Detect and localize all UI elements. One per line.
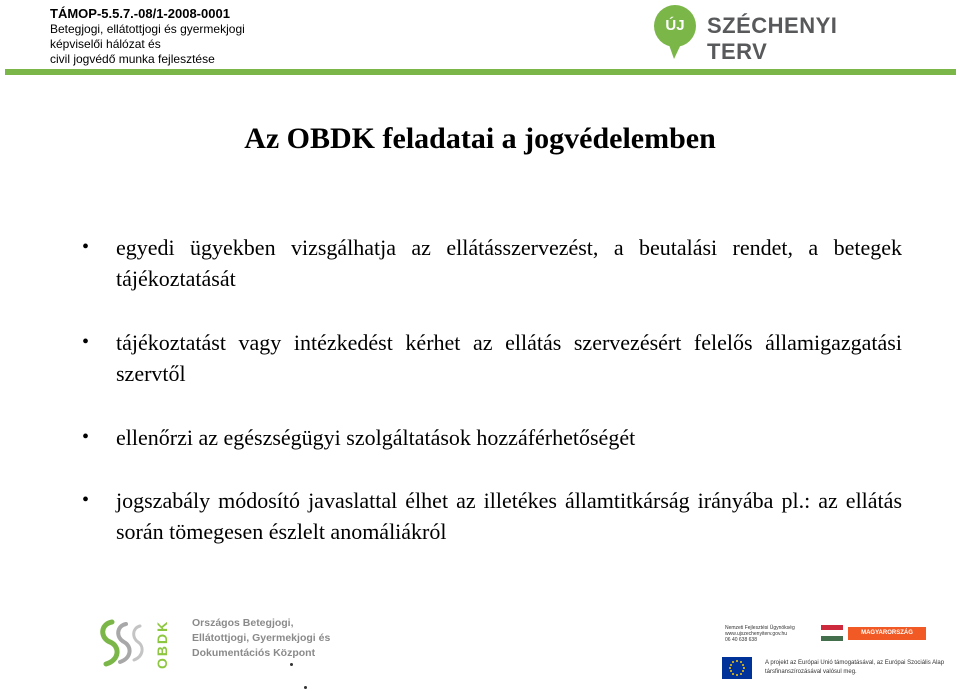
bullet-item <box>82 485 902 547</box>
bullet-dot-icon: • <box>82 426 90 448</box>
decorative-dot <box>304 686 307 689</box>
project-line-2: képviselői hálózat és <box>50 37 161 51</box>
eu-funding-text: A projekt az Európai Unió támogatásával, az Európai Szociális Alap társfinanszírozásával valósul meg. <box>765 660 945 675</box>
org-line: Országos Betegjogi, <box>192 617 294 629</box>
decorative-dot <box>290 663 293 666</box>
logo-badge: ÚJ <box>665 17 685 34</box>
obdk-logo <box>94 612 331 676</box>
project-code: TÁMOP-5.5.7.-08/1-2008-0001 <box>50 6 230 21</box>
project-line-3: civil jogvédő munka fejlesztése <box>50 52 215 66</box>
logo-brand: SZÉCHENYI TERV <box>707 13 838 64</box>
bullet-text: jogszabály módosító javaslattal élhet az illetékes államtitkárság irányába pl.: az ellátás során tömegesen észlelt anomáliákról <box>116 488 902 544</box>
eu-flag-icon <box>722 657 752 679</box>
org-line: Ellátottjogi, Gyermekjogi és <box>192 632 331 644</box>
bullet-text: ellenőrzi az egészségügyi szolgáltatások hozzáférhetőségét <box>116 425 636 450</box>
hungary-renews-badge: MAGYARORSZÁG MEGÚJUL <box>848 627 926 640</box>
bullet-list <box>82 232 902 547</box>
org-line: Dokumentációs Központ <box>192 647 316 659</box>
bullet-dot-icon: • <box>82 331 90 353</box>
nfu-contact: Nemzeti Fejlesztési Ügynökség www.ujszechenyiterv.gov.hu 06 40 638 638 <box>725 625 795 643</box>
bullet-text: tájékoztatást vagy intézkedést kérhet az ellátás szervezésért felelős államigazgatási szervtől <box>116 330 902 386</box>
obdk-emblem-icon <box>94 614 154 674</box>
bullet-dot-icon: • <box>82 489 90 511</box>
szechenyi-terv-logo <box>652 4 892 62</box>
project-header <box>50 6 470 67</box>
obdk-org-name <box>192 616 330 661</box>
header-divider <box>5 69 956 75</box>
bullet-item <box>82 422 902 453</box>
bullet-dot-icon: • <box>82 236 90 258</box>
bullet-text: egyedi ügyekben vizsgálhatja az ellátásszervezést, a beutalási rendet, a betegek tájékoztatását <box>116 235 902 291</box>
project-line-1: Betegjogi, ellátottjogi és gyermekjogi <box>50 22 245 36</box>
bullet-item <box>82 327 902 389</box>
obdk-abbr: OBDK <box>154 619 170 669</box>
slide-title: Az OBDK feladatai a jogvédelemben <box>244 122 716 155</box>
funding-logos <box>715 621 950 687</box>
bullet-item <box>82 232 902 294</box>
hungarian-flag-icon <box>821 625 843 641</box>
